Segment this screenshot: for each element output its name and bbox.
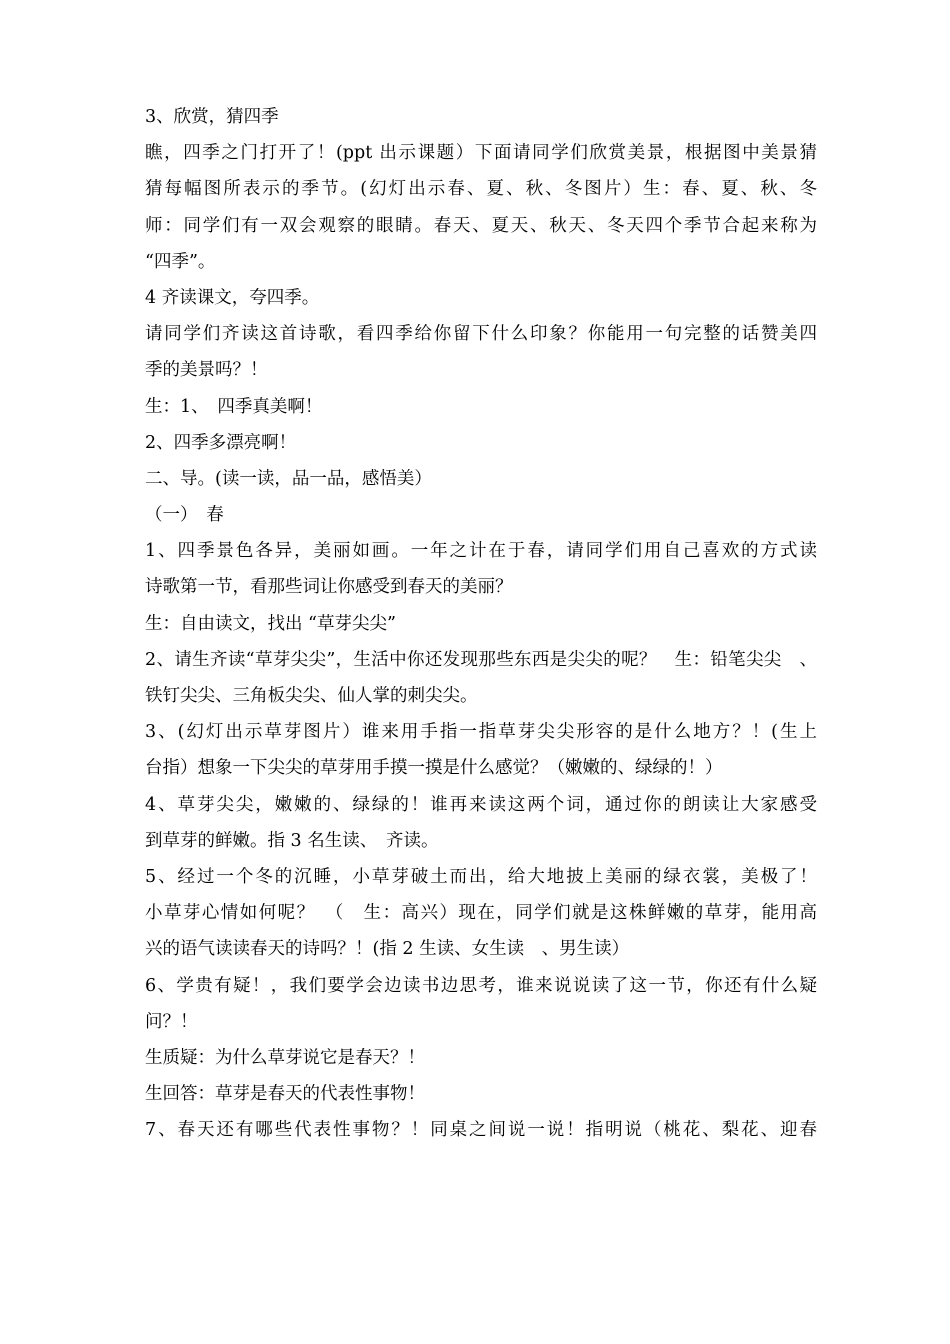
text-line: 师：同学们有一双会观察的眼睛。春天、夏天、秋天、冬天四个季节合起来称为 (145, 215, 817, 236)
text-line: 5、经过一个冬的沉睡，小草芽破土而出，给大地披上美丽的绿衣裳，美极了！ (145, 866, 817, 887)
section-heading: 二、导。(读一读，品一品，感悟美） (145, 468, 432, 489)
text-line: 3、(幻灯出示草芽图片）谁来用手指一指草芽尖尖形容的是什么地方？！(生上 (145, 722, 817, 743)
text-line: 4、草芽尖尖，嫩嫩的、绿绿的！谁再来读这两个词，通过你的朗读让大家感受 (145, 794, 817, 815)
text-line: 小草芽心情如何呢？ （ 生：高兴）现在，同学们就是这株鲜嫩的草芽，能用高 (145, 903, 817, 924)
text-line: 7、春天还有哪些代表性事物？！同桌之间说一说！指明说（桃花、梨花、迎春 (145, 1120, 817, 1141)
text-line: 诗歌第一节，看那些词让你感受到春天的美丽？ (145, 577, 513, 598)
text-line: “四季”。 (145, 251, 216, 272)
text-line: 请同学们齐读这首诗歌，看四季给你留下什么印象？你能用一句完整的话赞美四 (145, 324, 817, 345)
text-line: 6、学贵有疑！，我们要学会边读书边思考，谁来说说读了这一节，你还有什么疑 (145, 975, 817, 996)
text-line: 猜每幅图所表示的季节。(幻灯出示春、夏、秋、冬图片）生：春、夏、秋、冬 (145, 179, 817, 200)
text-line: 瞧，四季之门打开了！(ppt 出示课题）下面请同学们欣赏美景，根据图中美景猜 (145, 143, 817, 164)
text-line: 季的美景吗？！ (145, 360, 268, 381)
text-line: 1、四季景色各异，美丽如画。一年之计在于春，请同学们用自己喜欢的方式读 (145, 541, 817, 562)
text-line: 3、欣赏，猜四季 (145, 107, 279, 127)
text-line: 生回答：草芽是春天的代表性事物！ (145, 1084, 425, 1105)
document-body (145, 99, 817, 1148)
text-line: 问？！ (145, 1011, 198, 1032)
text-line: 2、请生齐读“草芽尖尖”，生活中你还发现那些东西是尖尖的呢？ 生：铅笔尖尖 、 (145, 649, 817, 670)
text-line: 兴的语气读读春天的诗吗？！(指 2 生读、女生读 、男生读） (145, 939, 630, 960)
section-heading: 4 齐读课文，夸四季。 (145, 287, 320, 308)
text-line: 生：自由读文，找出 “草芽尖尖” (145, 613, 396, 634)
text-line: 到草芽的鲜嫩。指 3 名生读、 齐读。 (145, 830, 439, 851)
text-line: 铁钉尖尖、三角板尖尖、仙人掌的刺尖尖。 (145, 686, 478, 706)
subsection-heading: （一） 春 (145, 505, 224, 526)
text-line: 2、四季多漂亮啊！ (145, 432, 297, 453)
text-line: 台指）想象一下尖尖的草芽用手摸一摸是什么感觉？（嫩嫩的、绿绿的！） (145, 758, 723, 779)
text-line: 生质疑：为什么草芽说它是春天？！ (145, 1047, 425, 1068)
text-line: 生：1、 四季真美啊！ (145, 396, 323, 417)
